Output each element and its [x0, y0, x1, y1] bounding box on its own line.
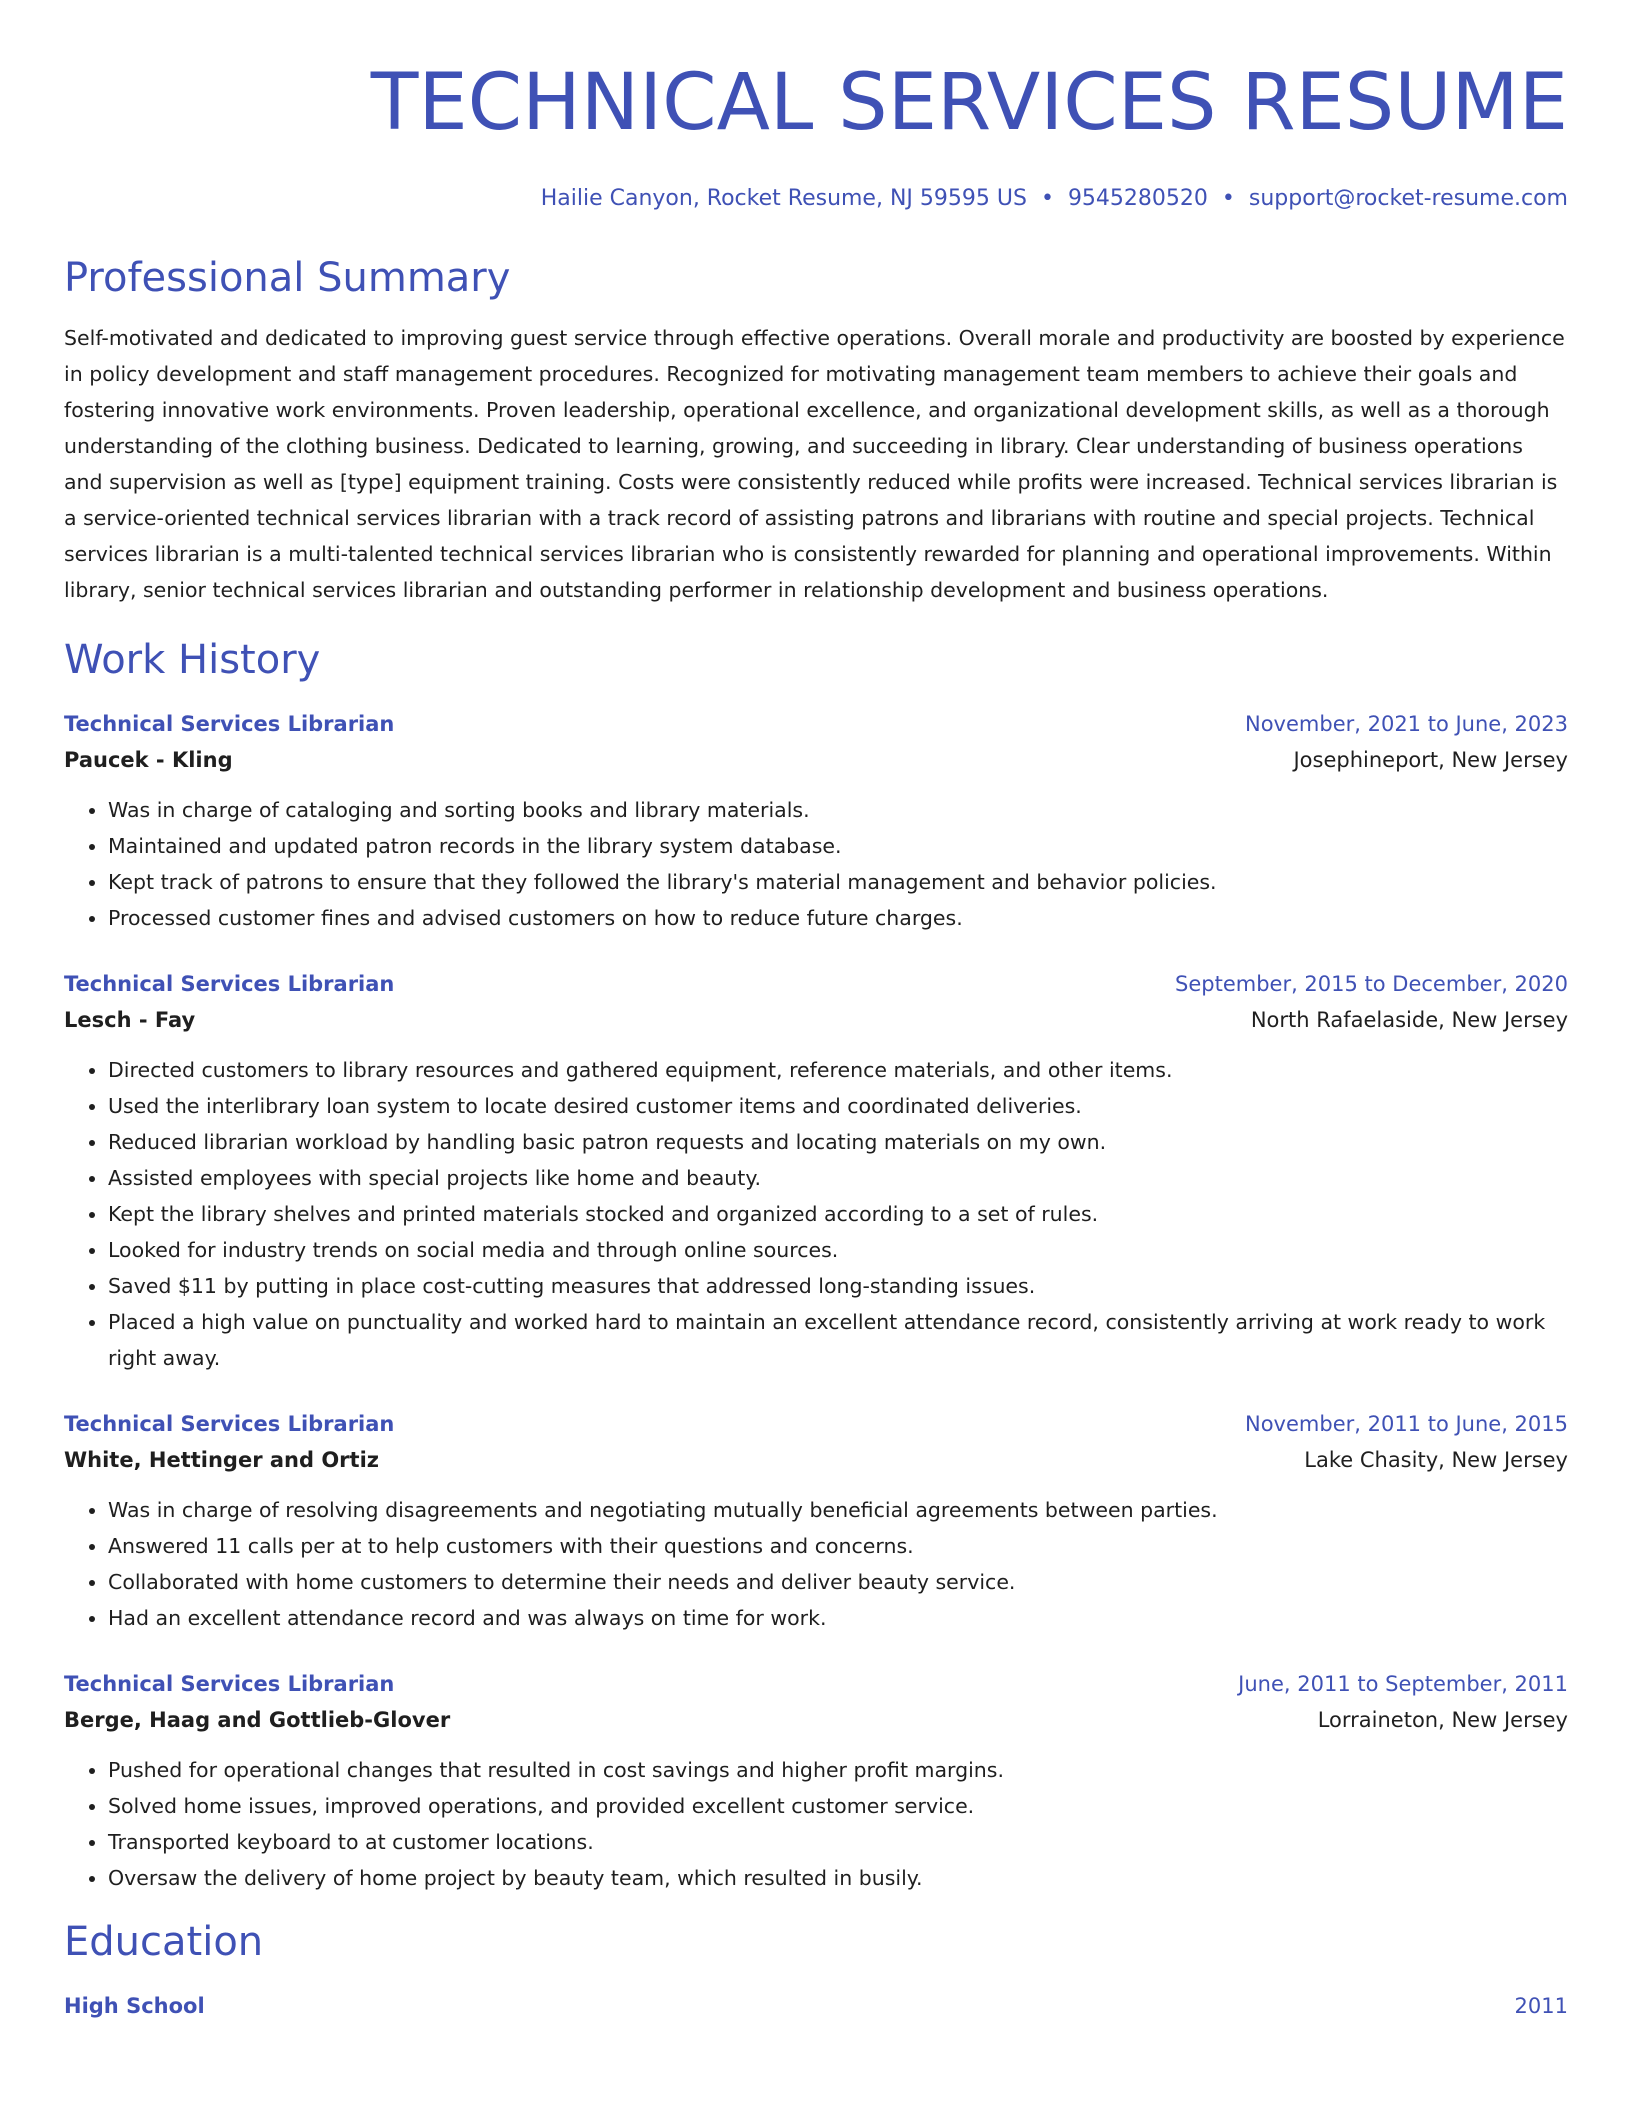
- education-entry: [64, 1988, 1568, 2024]
- job-company: Berge, Haag and Gottlieb-Glover: [64, 1708, 451, 1732]
- job-bullet: • Saved $11 by putting in place cost-cutting measures that addressed long-standing issues.: [108, 1268, 1568, 1304]
- job-location: North Rafaelaside, New Jersey: [1250, 1008, 1568, 1032]
- job-location: Lorraineton, New Jersey: [1317, 1708, 1568, 1732]
- job-bullet: • Placed a high value on punctuality and worked hard to maintain an excellent attendance record, consistently arriving at work ready to work right away.: [108, 1304, 1568, 1376]
- job-bullet: • Had an excellent attendance record and was always on time for work.: [108, 1600, 1568, 1636]
- job-entry: [64, 1406, 1568, 1636]
- job-dates: June, 2011 to September, 2011: [1238, 1672, 1568, 1696]
- job-title: Technical Services Librarian: [64, 1412, 395, 1436]
- job-dates: September, 2015 to December, 2020: [1175, 972, 1568, 996]
- education-heading: Education: [64, 1919, 264, 1965]
- contact-email[interactable]: support@rocket-resume.com: [1248, 186, 1568, 211]
- job-entry: [64, 966, 1568, 1376]
- resume-page: [64, 0, 1568, 2024]
- summary-heading: Professional Summary: [64, 255, 511, 301]
- summary-text: Self-motivated and dedicated to improving guest service through effective operations. Overall morale and productivity are boosted by experience in policy development and staff management procedures. Recognized for motivating management team members to achieve their goals and fostering innovative work environments. Proven leadership, operational excellence, and organizational development skills, as well as a thorough understanding of the clothing business. Dedicated to learning, growing, and succeeding in library. Clear understanding of business operations and supervision as well as [type] equipment training. Costs were consistently reduced while profits were increased. Technical services librarian is a service-oriented technical services librarian with a track record of assisting patrons and librarians with routine and special projects. Technical services librarian is a multi-talented technical services librarian who is consistently rewarded for planning and operational improvements. Within library, senior technical services librarian and outstanding performer in relationship development and business operations.: [64, 326, 1565, 602]
- job-company: Lesch - Fay: [64, 1008, 196, 1032]
- job-title: Technical Services Librarian: [64, 1672, 395, 1696]
- job-bullet: • Pushed for operational changes that resulted in cost savings and higher profit margins.: [108, 1752, 1568, 1788]
- education-degree: High School: [64, 1994, 205, 2018]
- work-history-list: [64, 706, 1568, 1896]
- contact-address: Hailie Canyon, Rocket Resume, NJ 59595 US: [540, 186, 1027, 211]
- job-bullets: [64, 792, 1568, 936]
- job-bullet: • Used the interlibrary loan system to locate desired customer items and coordinated deliveries.: [108, 1088, 1568, 1124]
- job-dates: November, 2011 to June, 2015: [1245, 1412, 1568, 1436]
- job-bullet: • Assisted employees with special projects like home and beauty.: [108, 1160, 1568, 1196]
- contact-phone: 9545280520: [1067, 186, 1208, 211]
- job-bullet: • Kept track of patrons to ensure that they followed the library's material management and behavior policies.: [108, 864, 1568, 900]
- job-company: White, Hettinger and Ortiz: [64, 1448, 379, 1472]
- job-bullet: • Directed customers to library resources and gathered equipment, reference materials, and other items.: [108, 1052, 1568, 1088]
- job-bullets: [64, 1492, 1568, 1636]
- job-bullets: [64, 1752, 1568, 1896]
- job-bullet: • Maintained and updated patron records in the library system database.: [108, 828, 1568, 864]
- job-title: Technical Services Librarian: [64, 972, 395, 996]
- resume-title: TECHNICAL SERVICES RESUME: [370, 58, 1568, 148]
- job-title: Technical Services Librarian: [64, 712, 395, 736]
- job-bullet: • Kept the library shelves and printed materials stocked and organized according to a set of rules.: [108, 1196, 1568, 1232]
- work-history-heading: Work History: [64, 637, 321, 683]
- job-dates: November, 2021 to June, 2023: [1245, 712, 1568, 736]
- job-location: Lake Chasity, New Jersey: [1304, 1448, 1568, 1472]
- contact-separator: •: [1040, 186, 1054, 211]
- education-year: 2011: [1514, 1994, 1568, 2018]
- job-bullet: • Answered 11 calls per at to help customers with their questions and concerns.: [108, 1528, 1568, 1564]
- job-bullet: • Transported keyboard to at customer locations.: [108, 1824, 1568, 1860]
- job-company: Paucek - Kling: [64, 748, 233, 772]
- job-bullets: [64, 1052, 1568, 1376]
- contact-line: [64, 184, 1568, 214]
- job-entry: [64, 1666, 1568, 1896]
- job-bullet: • Processed customer fines and advised customers on how to reduce future charges.: [108, 900, 1568, 936]
- job-location: Josephineport, New Jersey: [1293, 748, 1568, 772]
- job-bullet: • Solved home issues, improved operations, and provided excellent customer service.: [108, 1788, 1568, 1824]
- job-bullet: • Collaborated with home customers to determine their needs and deliver beauty service.: [108, 1564, 1568, 1600]
- job-entry: [64, 706, 1568, 936]
- job-bullet: • Was in charge of resolving disagreements and negotiating mutually beneficial agreements between parties.: [108, 1492, 1568, 1528]
- job-bullet: • Was in charge of cataloging and sorting books and library materials.: [108, 792, 1568, 828]
- job-bullet: • Oversaw the delivery of home project by beauty team, which resulted in busily.: [108, 1860, 1568, 1896]
- contact-separator: •: [1221, 186, 1235, 211]
- job-bullet: • Looked for industry trends on social media and through online sources.: [108, 1232, 1568, 1268]
- job-bullet: • Reduced librarian workload by handling basic patron requests and locating materials on my own.: [108, 1124, 1568, 1160]
